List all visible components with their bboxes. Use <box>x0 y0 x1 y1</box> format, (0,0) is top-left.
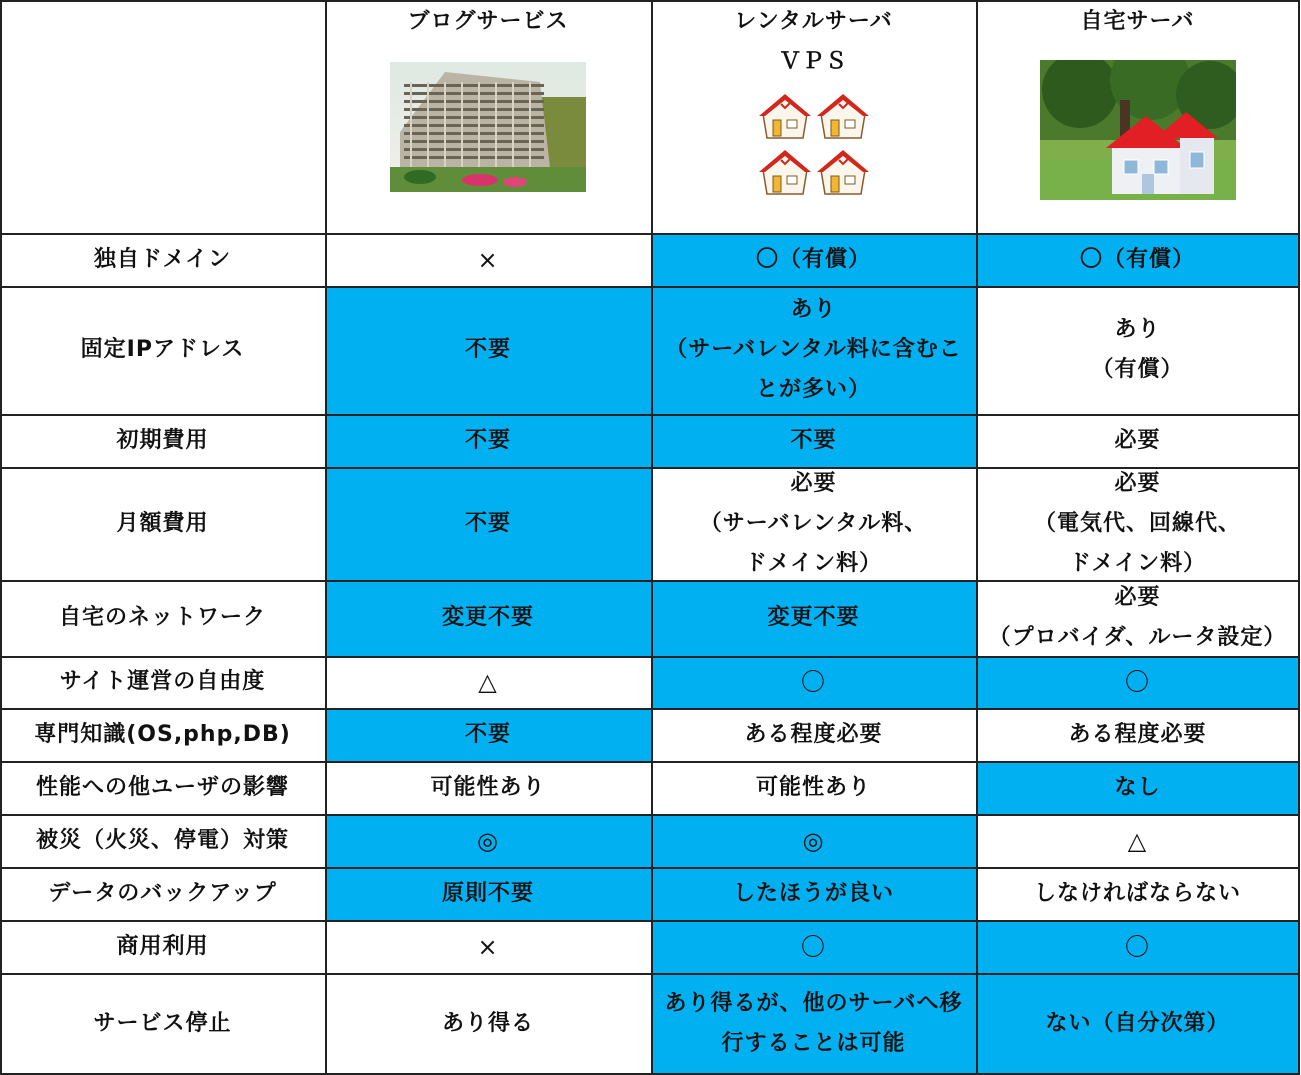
row-divider <box>0 761 1300 763</box>
table-cell: 〇 <box>651 920 976 973</box>
table-cell: ◎ <box>651 814 976 867</box>
column-divider <box>0 0 2 1075</box>
row-divider <box>0 0 1300 2</box>
row-divider <box>0 708 1300 710</box>
column-divider <box>1298 0 1300 1075</box>
table-cell: × <box>325 233 651 286</box>
table-cell: 〇 <box>651 656 976 708</box>
row-divider <box>0 656 1300 658</box>
column-header-label: ブログサービス <box>407 9 569 34</box>
row-label: サイト運営の自由度 <box>0 656 325 708</box>
row-label: 自宅のネットワーク <box>0 580 325 656</box>
table-cell: 変更不要 <box>651 580 976 656</box>
table-cell: △ <box>325 656 651 708</box>
table-cell: しなければならない <box>976 867 1299 920</box>
row-label: 商用利用 <box>0 920 325 973</box>
table-cell: △ <box>976 814 1299 867</box>
row-divider <box>0 414 1300 416</box>
row-divider <box>0 286 1300 288</box>
table-cell: 〇 <box>976 656 1299 708</box>
row-divider <box>0 867 1300 869</box>
row-divider <box>0 467 1300 469</box>
row-label: 被災（火災、停電）対策 <box>0 814 325 867</box>
table-cell: 〇（有償） <box>651 233 976 286</box>
table-cell: 必要 （プロバイダ、ルータ設定） <box>976 580 1299 656</box>
row-label: 性能への他ユーザの影響 <box>0 761 325 814</box>
column-header-label: レンタルサーバ ＶＰＳ <box>734 9 893 74</box>
column-divider <box>325 0 327 1075</box>
column-header-3 <box>976 0 1299 233</box>
table-cell: ある程度必要 <box>976 708 1299 761</box>
table-cell: あり得る <box>325 973 651 1074</box>
table-cell: 不要 <box>325 708 651 761</box>
four-small-houses-icon <box>655 92 972 202</box>
table-cell: 可能性あり <box>651 761 976 814</box>
row-label: 独自ドメイン <box>0 233 325 286</box>
table-cell: 不要 <box>325 467 651 580</box>
column-header-1 <box>325 0 651 233</box>
column-header-2 <box>651 0 976 233</box>
header-corner-cell <box>0 0 325 233</box>
row-label: 月額費用 <box>0 467 325 580</box>
table-cell: 不要 <box>325 286 651 414</box>
table-cell: 変更不要 <box>325 580 651 656</box>
table-cell: 原則不要 <box>325 867 651 920</box>
row-divider <box>0 580 1300 582</box>
table-cell: 〇（有償） <box>976 233 1299 286</box>
row-divider <box>0 920 1300 922</box>
row-label: データのバックアップ <box>0 867 325 920</box>
table-cell: 必要 （サーバレンタル料、 ドメイン料） <box>651 467 976 580</box>
row-divider <box>0 973 1300 975</box>
apartment-building-photo <box>329 62 647 192</box>
column-divider <box>651 0 653 1075</box>
table-cell: あり （サーバレンタル料に含むこ とが多い） <box>651 286 976 414</box>
table-cell: したほうが良い <box>651 867 976 920</box>
row-divider <box>0 233 1300 235</box>
table-cell: あり得るが、他のサーバへ移 行することは可能 <box>651 973 976 1074</box>
row-label: 専門知識(OS,php,DB) <box>0 708 325 761</box>
table-cell: 不要 <box>651 414 976 467</box>
table-cell: なし <box>976 761 1299 814</box>
row-label: 初期費用 <box>0 414 325 467</box>
table-cell: 必要 （電気代、回線代、 ドメイン料） <box>976 467 1299 580</box>
table-cell: ◎ <box>325 814 651 867</box>
row-divider <box>0 814 1300 816</box>
table-cell: あり （有償） <box>976 286 1299 414</box>
table-cell: ある程度必要 <box>651 708 976 761</box>
table-cell: 〇 <box>976 920 1299 973</box>
table-cell: 必要 <box>976 414 1299 467</box>
table-cell: 可能性あり <box>325 761 651 814</box>
table-cell: ない（自分次第） <box>976 973 1299 1074</box>
red-roof-house-with-tree <box>980 60 1295 200</box>
column-header-label: 自宅サーバ <box>1080 9 1195 34</box>
row-label: 固定IPアドレス <box>0 286 325 414</box>
row-label: サービス停止 <box>0 973 325 1074</box>
table-cell: × <box>325 920 651 973</box>
column-divider <box>976 0 978 1075</box>
table-cell: 不要 <box>325 414 651 467</box>
